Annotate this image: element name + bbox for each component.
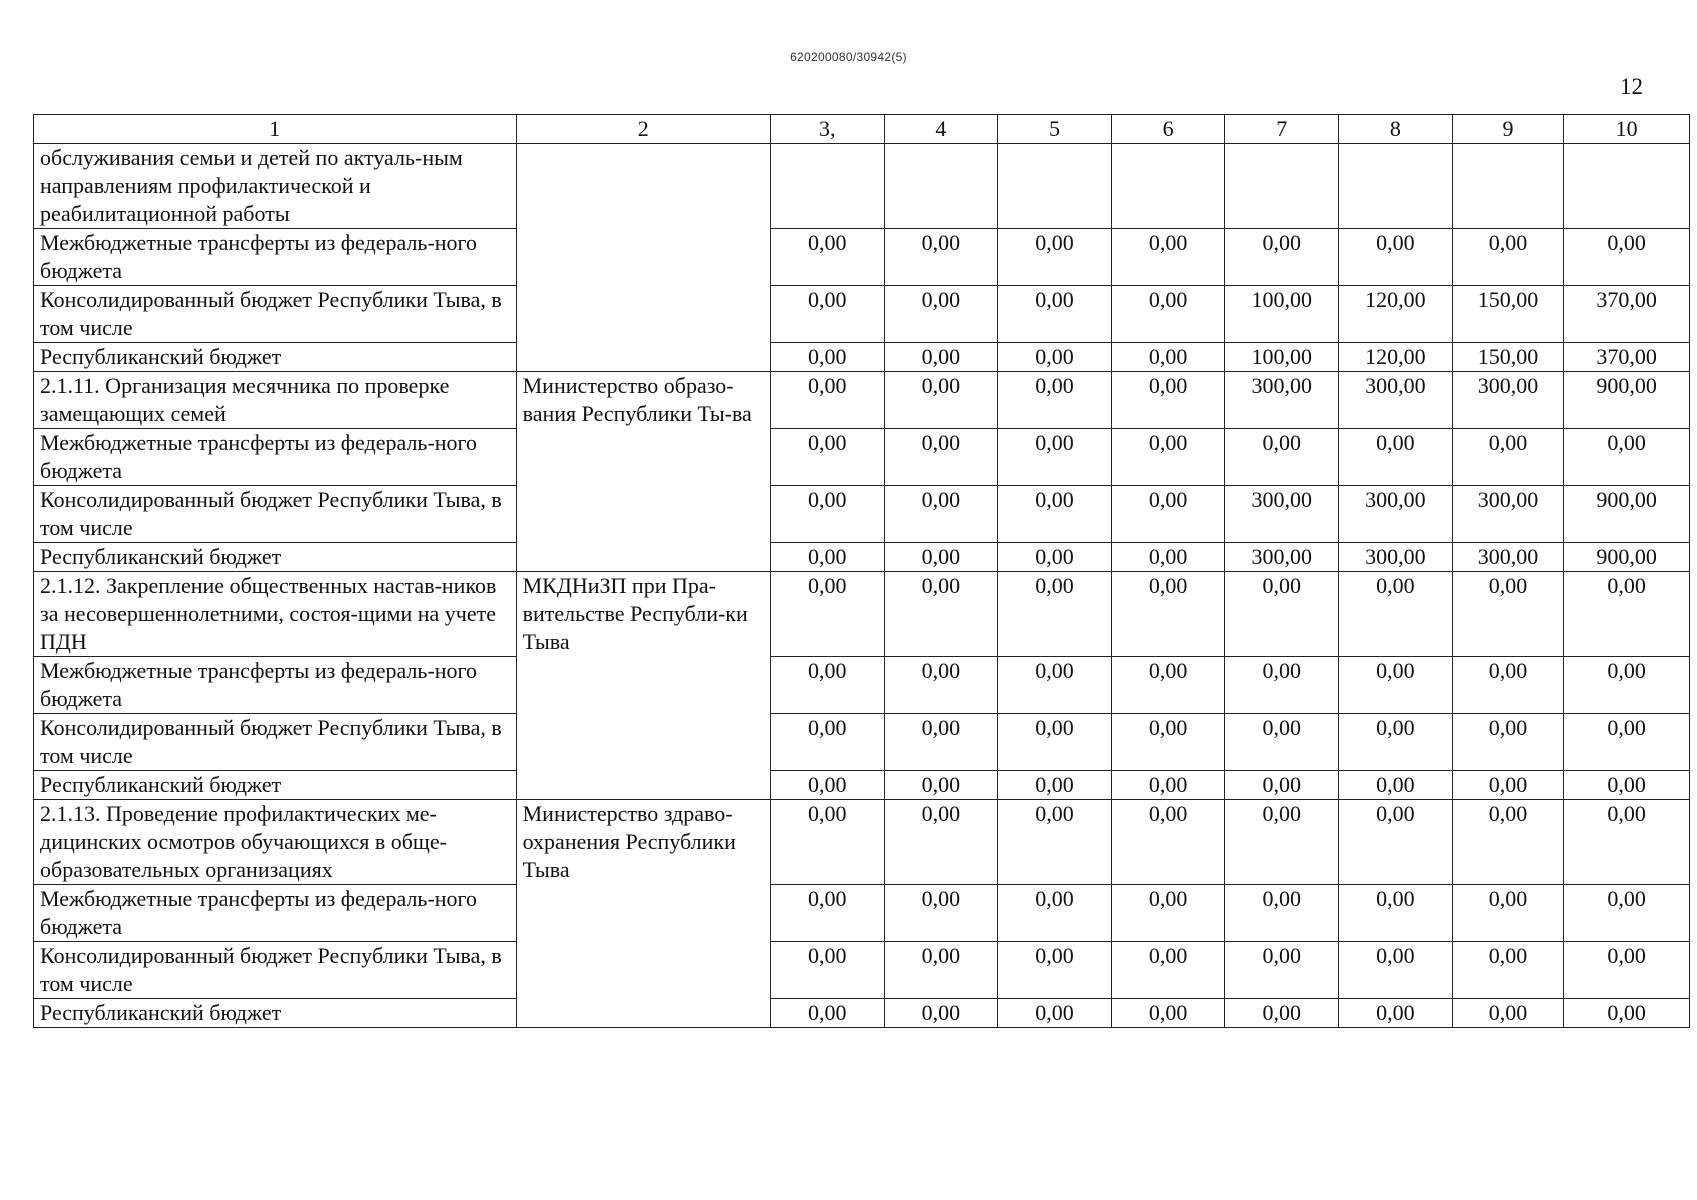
- funding-source-cell: Консолидированный бюджет Республики Тыва, в том числе: [34, 286, 517, 343]
- amount-cell: 0,00: [884, 429, 998, 486]
- funding-source-cell: Консолидированный бюджет Республики Тыва, в том числе: [34, 486, 517, 543]
- amount-cell: 0,00: [1339, 229, 1453, 286]
- amount-cell: 0,00: [998, 343, 1112, 372]
- activity-name-cell: 2.1.13. Проведение профилактических ме-дицинских осмотров обучающихся в обще-образовательных организациях: [34, 800, 517, 885]
- amount-cell: 0,00: [998, 543, 1112, 572]
- table-row: [34, 572, 1690, 657]
- amount-cell: [998, 144, 1112, 229]
- amount-cell: 0,00: [770, 429, 884, 486]
- amount-cell: 0,00: [1339, 714, 1453, 771]
- table-row: [34, 942, 1690, 999]
- executor-cell: МКДНиЗП при Пра-вительстве Республи-ки Тыва: [516, 572, 770, 800]
- funding-source-cell: Республиканский бюджет: [34, 543, 517, 572]
- amount-cell: 0,00: [1111, 771, 1225, 800]
- amount-cell: 0,00: [1452, 572, 1564, 657]
- amount-cell: 0,00: [1564, 771, 1690, 800]
- column-header: 1: [34, 115, 517, 144]
- table-row: [34, 229, 1690, 286]
- amount-cell: 0,00: [770, 800, 884, 885]
- amount-cell: 0,00: [1111, 800, 1225, 885]
- amount-cell: 300,00: [1225, 543, 1339, 572]
- amount-cell: 300,00: [1339, 486, 1453, 543]
- funding-source-cell: Республиканский бюджет: [34, 343, 517, 372]
- amount-cell: 0,00: [1564, 229, 1690, 286]
- table-row: [34, 543, 1690, 572]
- amount-cell: 0,00: [998, 429, 1112, 486]
- column-header: 9: [1452, 115, 1564, 144]
- amount-cell: 0,00: [1564, 885, 1690, 942]
- amount-cell: 0,00: [770, 942, 884, 999]
- amount-cell: 0,00: [770, 372, 884, 429]
- amount-cell: 0,00: [998, 372, 1112, 429]
- table-row: [34, 343, 1690, 372]
- amount-cell: 0,00: [1339, 800, 1453, 885]
- amount-cell: 0,00: [884, 771, 998, 800]
- amount-cell: 0,00: [1564, 714, 1690, 771]
- amount-cell: 0,00: [1111, 286, 1225, 343]
- amount-cell: 0,00: [1452, 657, 1564, 714]
- amount-cell: 0,00: [1339, 429, 1453, 486]
- column-header: 5: [998, 115, 1112, 144]
- table-row: [34, 372, 1690, 429]
- amount-cell: 0,00: [884, 372, 998, 429]
- amount-cell: 0,00: [1225, 999, 1339, 1028]
- amount-cell: 0,00: [1225, 714, 1339, 771]
- amount-cell: 0,00: [1339, 885, 1453, 942]
- amount-cell: 900,00: [1564, 372, 1690, 429]
- amount-cell: 0,00: [1225, 572, 1339, 657]
- column-header: 3,: [770, 115, 884, 144]
- amount-cell: 100,00: [1225, 343, 1339, 372]
- amount-cell: 300,00: [1225, 486, 1339, 543]
- amount-cell: 300,00: [1225, 372, 1339, 429]
- amount-cell: 0,00: [1111, 885, 1225, 942]
- amount-cell: 0,00: [1225, 429, 1339, 486]
- amount-cell: 0,00: [998, 942, 1112, 999]
- table-body: [34, 115, 1690, 1028]
- amount-cell: 370,00: [1564, 286, 1690, 343]
- amount-cell: 0,00: [998, 657, 1112, 714]
- amount-cell: 0,00: [1225, 771, 1339, 800]
- table-row: [34, 885, 1690, 942]
- column-header: 8: [1339, 115, 1453, 144]
- amount-cell: 0,00: [1111, 486, 1225, 543]
- document-code: 620200080/30942(5): [790, 50, 907, 64]
- amount-cell: 0,00: [998, 572, 1112, 657]
- amount-cell: 0,00: [770, 714, 884, 771]
- amount-cell: 0,00: [1339, 999, 1453, 1028]
- amount-cell: 0,00: [1111, 429, 1225, 486]
- amount-cell: 0,00: [998, 286, 1112, 343]
- table-row: [34, 429, 1690, 486]
- column-header: 2: [516, 115, 770, 144]
- amount-cell: 0,00: [1111, 229, 1225, 286]
- amount-cell: 0,00: [1452, 885, 1564, 942]
- amount-cell: 0,00: [770, 543, 884, 572]
- amount-cell: 0,00: [1111, 714, 1225, 771]
- amount-cell: 0,00: [884, 343, 998, 372]
- amount-cell: 0,00: [1452, 429, 1564, 486]
- amount-cell: 0,00: [1339, 771, 1453, 800]
- activity-name-cell: обслуживания семьи и детей по актуаль-ным направлениям профилактической и реабилитационной работы: [34, 144, 517, 229]
- amount-cell: 0,00: [1452, 999, 1564, 1028]
- amount-cell: 300,00: [1339, 543, 1453, 572]
- amount-cell: 0,00: [884, 885, 998, 942]
- amount-cell: 120,00: [1339, 286, 1453, 343]
- funding-source-cell: Межбюджетные трансферты из федераль-ного бюджета: [34, 229, 517, 286]
- amount-cell: 0,00: [998, 999, 1112, 1028]
- funding-source-cell: Межбюджетные трансферты из федераль-ного бюджета: [34, 885, 517, 942]
- column-header: 10: [1564, 115, 1690, 144]
- table-row: [34, 714, 1690, 771]
- amount-cell: 150,00: [1452, 286, 1564, 343]
- column-number-row: [34, 115, 1690, 144]
- amount-cell: 0,00: [884, 942, 998, 999]
- amount-cell: 900,00: [1564, 486, 1690, 543]
- amount-cell: 0,00: [770, 229, 884, 286]
- amount-cell: 300,00: [1452, 372, 1564, 429]
- amount-cell: 370,00: [1564, 343, 1690, 372]
- amount-cell: 0,00: [770, 343, 884, 372]
- amount-cell: 0,00: [884, 229, 998, 286]
- activity-name-cell: 2.1.11. Организация месячника по проверке замещающих семей: [34, 372, 517, 429]
- amount-cell: 0,00: [998, 800, 1112, 885]
- amount-cell: 0,00: [884, 572, 998, 657]
- table-row: [34, 286, 1690, 343]
- funding-source-cell: Межбюджетные трансферты из федераль-ного бюджета: [34, 657, 517, 714]
- amount-cell: 0,00: [998, 229, 1112, 286]
- amount-cell: 120,00: [1339, 343, 1453, 372]
- table-row: [34, 771, 1690, 800]
- amount-cell: 0,00: [1452, 771, 1564, 800]
- amount-cell: 0,00: [1225, 657, 1339, 714]
- table-row: [34, 999, 1690, 1028]
- table-row: [34, 486, 1690, 543]
- column-header: 6: [1111, 115, 1225, 144]
- amount-cell: 0,00: [770, 657, 884, 714]
- funding-source-cell: Консолидированный бюджет Республики Тыва, в том числе: [34, 714, 517, 771]
- amount-cell: 0,00: [770, 572, 884, 657]
- amount-cell: 0,00: [770, 771, 884, 800]
- amount-cell: [1111, 144, 1225, 229]
- amount-cell: 0,00: [1225, 229, 1339, 286]
- amount-cell: [770, 144, 884, 229]
- amount-cell: 0,00: [1564, 942, 1690, 999]
- amount-cell: 0,00: [884, 999, 998, 1028]
- page-number: 12: [1620, 74, 1643, 99]
- amount-cell: 0,00: [1339, 572, 1453, 657]
- amount-cell: 0,00: [884, 657, 998, 714]
- amount-cell: 0,00: [884, 714, 998, 771]
- amount-cell: 0,00: [1111, 657, 1225, 714]
- amount-cell: 0,00: [1111, 942, 1225, 999]
- amount-cell: 0,00: [998, 486, 1112, 543]
- amount-cell: 0,00: [1111, 543, 1225, 572]
- amount-cell: 0,00: [1564, 657, 1690, 714]
- amount-cell: 300,00: [1339, 372, 1453, 429]
- amount-cell: 300,00: [1452, 543, 1564, 572]
- amount-cell: 0,00: [1225, 942, 1339, 999]
- amount-cell: [1225, 144, 1339, 229]
- amount-cell: 0,00: [1452, 229, 1564, 286]
- amount-cell: 0,00: [998, 885, 1112, 942]
- budget-table: [33, 114, 1690, 1028]
- table-row: [34, 144, 1690, 229]
- column-header: 4: [884, 115, 998, 144]
- amount-cell: [1564, 144, 1690, 229]
- funding-source-cell: Межбюджетные трансферты из федераль-ного бюджета: [34, 429, 517, 486]
- column-header: 7: [1225, 115, 1339, 144]
- table-row: [34, 800, 1690, 885]
- executor-cell: Министерство здраво-охранения Республики Тыва: [516, 800, 770, 1028]
- amount-cell: 0,00: [998, 771, 1112, 800]
- amount-cell: 0,00: [884, 286, 998, 343]
- amount-cell: 0,00: [1111, 343, 1225, 372]
- amount-cell: 0,00: [884, 543, 998, 572]
- amount-cell: 0,00: [1564, 999, 1690, 1028]
- amount-cell: 0,00: [770, 286, 884, 343]
- amount-cell: 0,00: [1225, 800, 1339, 885]
- amount-cell: 0,00: [1111, 999, 1225, 1028]
- activity-name-cell: 2.1.12. Закрепление общественных настав-ников за несовершеннолетними, состоя-щими на учете ПДН: [34, 572, 517, 657]
- amount-cell: 0,00: [884, 486, 998, 543]
- amount-cell: 0,00: [1111, 372, 1225, 429]
- amount-cell: 0,00: [1452, 714, 1564, 771]
- amount-cell: 0,00: [770, 885, 884, 942]
- amount-cell: 900,00: [1564, 543, 1690, 572]
- amount-cell: 0,00: [1452, 942, 1564, 999]
- amount-cell: 150,00: [1452, 343, 1564, 372]
- table-row: [34, 657, 1690, 714]
- amount-cell: 0,00: [998, 714, 1112, 771]
- funding-source-cell: Республиканский бюджет: [34, 999, 517, 1028]
- amount-cell: [884, 144, 998, 229]
- amount-cell: 300,00: [1452, 486, 1564, 543]
- amount-cell: 100,00: [1225, 286, 1339, 343]
- amount-cell: 0,00: [1225, 885, 1339, 942]
- amount-cell: 0,00: [1564, 429, 1690, 486]
- funding-source-cell: Консолидированный бюджет Республики Тыва, в том числе: [34, 942, 517, 999]
- executor-cell: Министерство образо-вания Республики Ты-ва: [516, 372, 770, 572]
- amount-cell: 0,00: [1111, 572, 1225, 657]
- amount-cell: 0,00: [770, 999, 884, 1028]
- amount-cell: 0,00: [1452, 800, 1564, 885]
- executor-cell: [516, 144, 770, 372]
- amount-cell: 0,00: [1564, 800, 1690, 885]
- amount-cell: [1452, 144, 1564, 229]
- amount-cell: 0,00: [770, 486, 884, 543]
- amount-cell: 0,00: [884, 800, 998, 885]
- amount-cell: 0,00: [1339, 657, 1453, 714]
- amount-cell: [1339, 144, 1453, 229]
- funding-source-cell: Республиканский бюджет: [34, 771, 517, 800]
- amount-cell: 0,00: [1339, 942, 1453, 999]
- amount-cell: 0,00: [1564, 572, 1690, 657]
